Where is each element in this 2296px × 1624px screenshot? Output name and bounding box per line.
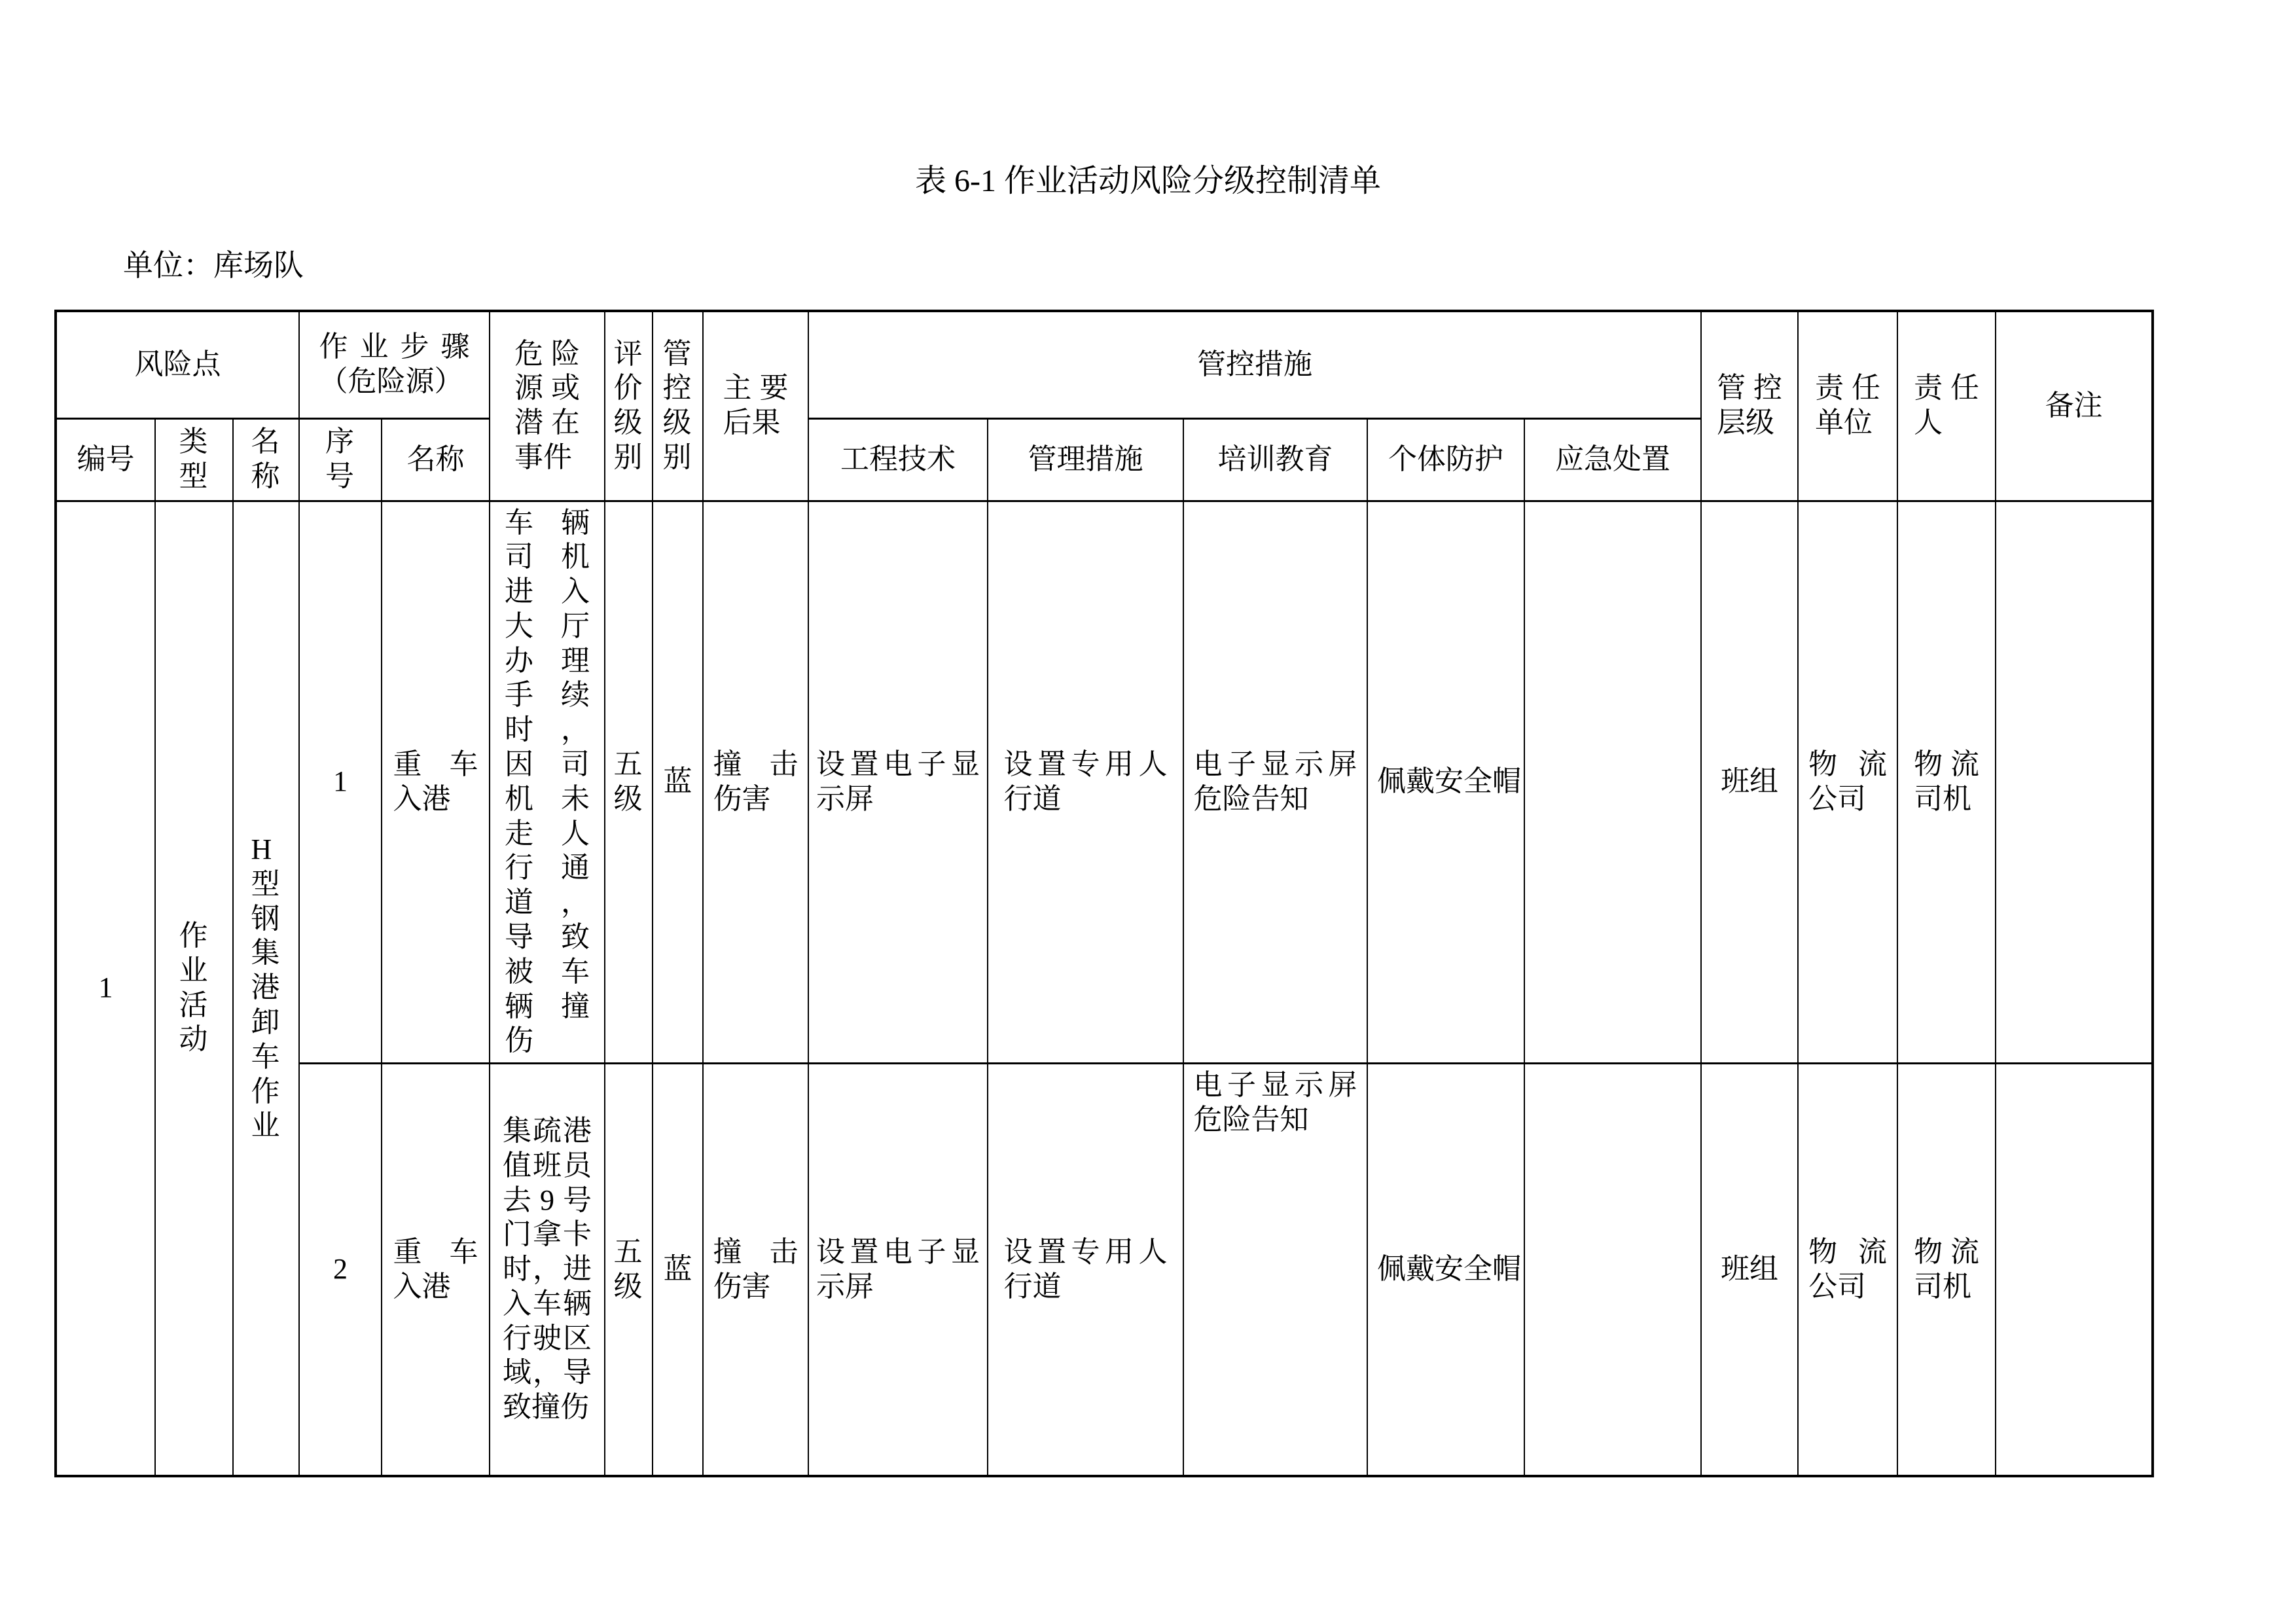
header-risk-name-label: 名称 [251, 425, 280, 492]
header-emergency-label: 应急处置 [1555, 442, 1671, 475]
header-resp-person-label: 责任人 [1914, 372, 1980, 439]
r2-eval-level-value: 五级 [613, 1235, 643, 1303]
unit-label: 单位：库场队 [123, 249, 304, 282]
cell-r2-step-name [382, 1064, 490, 1476]
header-eval-level [605, 311, 653, 501]
header-training-label: 培训教育 [1217, 442, 1333, 475]
cell-r1-training [1183, 501, 1367, 1064]
header-management [988, 418, 1183, 501]
cell-r2-training [1183, 1064, 1367, 1476]
header-ppe [1367, 418, 1524, 501]
header-hazard [490, 311, 605, 501]
cell-r1-resp-unit [1798, 501, 1897, 1064]
cell-r1-resp-person [1897, 501, 1996, 1064]
r2-step-name-value: 重车入港 [393, 1235, 478, 1303]
cell-r2-management [988, 1064, 1183, 1476]
header-hazard-label: 危险源或潜在事件 [514, 337, 581, 474]
r1-tier-value: 班组 [1721, 765, 1779, 798]
cell-r1-consequence [703, 501, 808, 1064]
header-remark [1996, 311, 2153, 501]
header-measures-label: 管控措施 [1197, 348, 1313, 380]
header-main-consequence-label: 主要后果 [723, 372, 789, 439]
r2-step-no-value: 2 [333, 1253, 348, 1286]
risk-name-value: H型钢集港卸车作业 [251, 833, 280, 1142]
cell-risk-type [155, 501, 233, 1476]
r1-training-value: 电子显示屏危险告知 [1193, 748, 1357, 815]
header-risk-no-label: 编号 [77, 442, 135, 475]
cell-r2-resp-person [1897, 1064, 1996, 1476]
header-remark-label: 备注 [2045, 389, 2103, 422]
cell-r1-engineering [808, 501, 988, 1064]
header-measures-group [808, 311, 1701, 418]
r2-engineering-value: 设置电子显示屏 [816, 1235, 980, 1303]
cell-r1-remark [1996, 501, 2153, 1064]
header-management-label: 管理措施 [1028, 442, 1143, 475]
cell-risk-no [56, 501, 155, 1476]
header-risk-type [155, 418, 233, 501]
header-step-group [299, 311, 490, 418]
header-resp-unit-label: 责任单位 [1815, 372, 1881, 439]
r1-consequence-value: 撞击伤害 [713, 748, 798, 815]
cell-r2-remark [1996, 1064, 2153, 1476]
r1-hazard-value: 车辆司机进入大厅办理手续时，因司机未走人行通道，导致被车辆撞伤 [505, 506, 590, 1057]
r2-resp-person-value: 物流司机 [1914, 1235, 1980, 1303]
r2-hazard-value: 集疏港值班员去9号门拿卡时，进入车辆行驶区域，导致撞伤 [503, 1114, 592, 1424]
r1-control-level-value: 蓝 [663, 765, 692, 798]
header-step-no [299, 418, 382, 501]
cell-r1-management [988, 501, 1183, 1064]
r1-step-no-value: 1 [333, 765, 348, 798]
risk-control-table [54, 310, 2154, 1477]
cell-risk-name [233, 501, 299, 1476]
cell-r2-control-level [653, 1064, 703, 1476]
header-eval-level-label: 评价级别 [613, 337, 643, 474]
header-risk-type-label: 类型 [179, 425, 208, 492]
header-step-name [382, 418, 490, 501]
r1-resp-unit-value: 物流公司 [1808, 748, 1888, 815]
header-ppe-label: 个体防护 [1388, 442, 1504, 475]
header-risk-point-label: 风险点 [134, 348, 221, 380]
data-row-1 [56, 501, 2153, 1064]
header-control-level-label: 管控级别 [662, 337, 692, 474]
header-engineering [808, 418, 988, 501]
r2-ppe-value: 佩戴安全帽 [1377, 1253, 1522, 1286]
header-emergency [1524, 418, 1701, 501]
header-control-tier-label: 管控层级 [1717, 372, 1783, 439]
header-resp-unit [1798, 311, 1897, 501]
risk-type-value: 作业活动 [179, 920, 208, 1056]
r1-resp-person-value: 物流司机 [1914, 748, 1980, 815]
cell-r2-consequence [703, 1064, 808, 1476]
risk-no-value: 1 [98, 971, 113, 1004]
header-step-no-label: 序号 [325, 425, 355, 492]
header-risk-no [56, 418, 155, 501]
cell-r2-tier [1701, 1064, 1798, 1476]
header-risk-name [233, 418, 299, 501]
cell-r1-step-name [382, 501, 490, 1064]
header-resp-person [1897, 311, 1996, 501]
header-step-name-label: 名称 [406, 442, 465, 475]
cell-r2-step-no [299, 1064, 382, 1476]
r2-training-value: 电子显示屏危险告知 [1193, 1069, 1357, 1136]
cell-r1-eval-level [605, 501, 653, 1064]
cell-r1-step-no [299, 501, 382, 1064]
cell-r1-control-level [653, 501, 703, 1064]
header-control-tier [1701, 311, 1798, 501]
header-training [1183, 418, 1367, 501]
header-step-group-label: 作业步骤（危险源） [319, 331, 470, 398]
r1-management-value: 设置专用人行道 [1003, 748, 1168, 815]
cell-r1-ppe [1367, 501, 1524, 1064]
header-risk-point-group [56, 311, 299, 418]
header-main-consequence [703, 311, 808, 501]
cell-r1-hazard [490, 501, 605, 1064]
r2-tier-value: 班组 [1721, 1253, 1779, 1286]
cell-r2-resp-unit [1798, 1064, 1897, 1476]
header-control-level [653, 311, 703, 501]
r2-consequence-value: 撞击伤害 [713, 1235, 798, 1303]
r2-resp-unit-value: 物流公司 [1808, 1235, 1888, 1303]
r1-eval-level-value: 五级 [613, 748, 643, 815]
data-row-2 [56, 1064, 2153, 1476]
cell-r2-hazard [490, 1064, 605, 1476]
cell-r2-engineering [808, 1064, 988, 1476]
cell-r2-eval-level [605, 1064, 653, 1476]
cell-r2-ppe [1367, 1064, 1524, 1476]
cell-r2-emergency [1524, 1064, 1701, 1476]
r1-engineering-value: 设置电子显示屏 [816, 748, 980, 815]
header-engineering-label: 工程技术 [840, 442, 956, 475]
r2-control-level-value: 蓝 [663, 1253, 692, 1286]
header-row-1 [56, 311, 2153, 418]
r1-step-name-value: 重车入港 [393, 748, 478, 815]
r2-management-value: 设置专用人行道 [1003, 1235, 1168, 1303]
cell-r1-emergency [1524, 501, 1701, 1064]
r1-ppe-value: 佩戴安全帽 [1377, 765, 1522, 798]
cell-r1-tier [1701, 501, 1798, 1064]
document-title: 表 6-1 作业活动风险分级控制清单 [915, 164, 1381, 198]
